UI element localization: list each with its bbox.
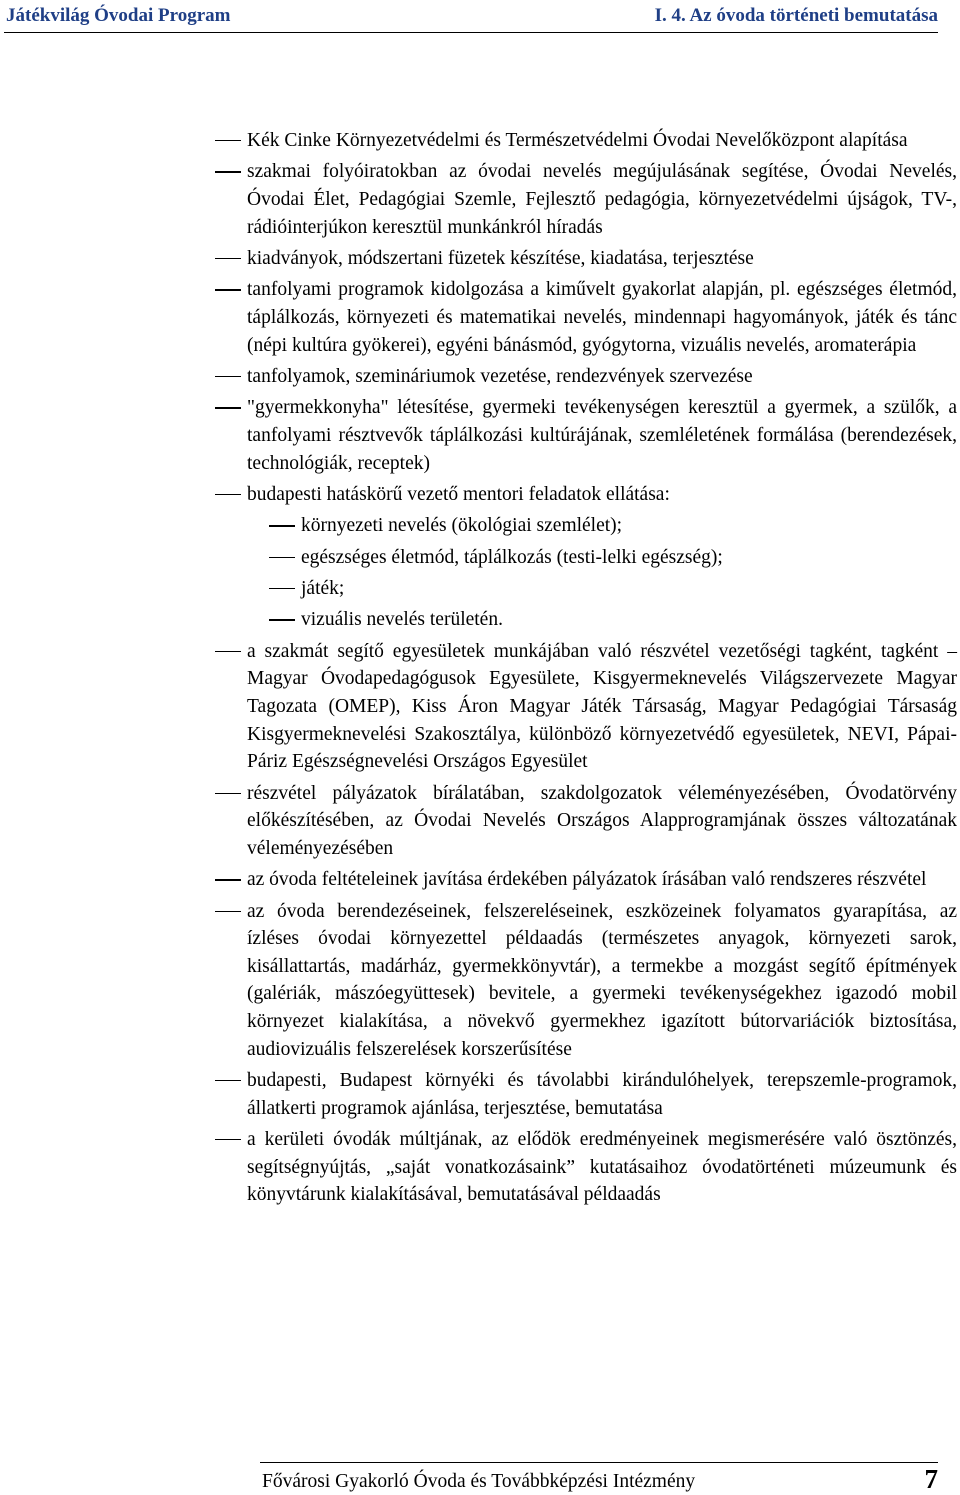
dash-bullet-icon (215, 376, 241, 377)
footer-divider (260, 1462, 938, 1463)
dash-bullet-icon (269, 588, 295, 589)
page-number: 7 (924, 1464, 938, 1494)
sub-list-item: vizuális nevelés területén. (301, 606, 957, 634)
dash-bullet-icon (215, 494, 241, 495)
dash-bullet-icon (215, 793, 241, 794)
dash-bullet-icon (215, 140, 241, 141)
dash-bullet-icon (215, 171, 241, 172)
header-chapter-title: I. 4. Az óvoda történeti bemutatása (654, 5, 938, 26)
list-item: a szakmát segítő egyesületek munkájában való részvétel vezetőségi tagként, tagként – Magyar Óvodapedagógusok Egyesülete, Kisgyermeknevelés Világszervezete Magyar Tagozata (OMEP), Kiss Áron Magyar Játék Társaság, Magyar Pedagógiai Társaság Kisgyermeknevelési Szakosztálya, különböző környezetvédő egyesületek, NEVI, Pápai-Páriz Egészségnevelési Országos Egyesület (247, 638, 957, 776)
list-item: az óvoda feltételeinek javítása érdekében pályázatok írásában való rendszeres részvétel (247, 866, 957, 894)
list-item: budapesti hatáskörű vezető mentori feladatok ellátása: (247, 481, 957, 509)
dash-bullet-icon (215, 879, 241, 880)
list-item: részvétel pályázatok bírálatában, szakdolgozatok véleményezésében, Óvodatörvény előkészítésében, az Óvodai Nevelés Országos Alapprogramjának összes változatának véleményezésében (247, 780, 957, 863)
dash-bullet-icon (215, 258, 241, 259)
dash-bullet-icon (269, 557, 295, 558)
sub-list-item: egészséges életmód, táplálkozás (testi-lelki egészség); (301, 544, 957, 572)
sub-list-item: környezeti nevelés (ökológiai szemlélet); (301, 512, 957, 540)
page-footer (0, 1462, 960, 1494)
list-item: az óvoda berendezéseinek, felszereléseinek, eszközeinek folyamatos gyarapítása, az ízléses óvodai környezettel példaadás (természetes anyagok, környezeti sarok, kisállattartás, madárház, gyermekkönyvtár), a termekbe a mozgást segítő építmények (galériák, mászóegyüttesek) bevitele, a gyermeki tevékenységekhez igazodó mobil környezet kialakítása, a növekvő gyermekhez igazított bútorvariációk biztosítása, audiovizuális felszerelések korszerűsítése (247, 898, 957, 1064)
dash-bullet-icon (215, 289, 241, 290)
dash-bullet-icon (269, 619, 295, 620)
list-item: tanfolyamok, szemináriumok vezetése, rendezvények szervezése (247, 363, 957, 391)
header-program-title: Játékvilág Óvodai Program (6, 5, 231, 26)
dash-bullet-icon (215, 651, 241, 652)
dash-bullet-icon (215, 1080, 241, 1081)
sub-list (301, 512, 957, 634)
dash-bullet-icon (215, 407, 241, 408)
sub-list-item: játék; (301, 575, 957, 603)
list-item: a kerületi óvodák múltjának, az elődök eredményeinek megismerésére való ösztönzés, segítségnyújtás, „saját vonatkozásaink” kutatásaihoz óvodatörténeti múzeumunk és könyvtárunk kialakításával, bemutatásával példaadás (247, 1126, 957, 1209)
dash-bullet-icon (215, 911, 241, 912)
list-item: budapesti, Budapest környéki és távolabbi kirándulóhelyek, terepszemle-programok, állatkerti programok ajánlása, terjesztése, bemutatása (247, 1067, 957, 1122)
footer-institution: Fővárosi Gyakorló Óvoda és Továbbképzési Intézmény (262, 1471, 696, 1492)
list-item: kiadványok, módszertani füzetek készítése, kiadatása, terjesztése (247, 245, 957, 273)
list-item: "gyermekkonyha" létesítése, gyermeki tevékenységen keresztül a gyermek, a szülők, a tanfolyami résztvevők táplálkozási kultúrájának, szemléletének formálása (berendezések, technológiák, receptek) (247, 394, 957, 477)
list-item: szakmai folyóiratokban az óvodai nevelés megújulásának segítése, Óvodai Nevelés, Óvodai Élet, Pedagógiai Szemle, Fejlesztő pedagógia, környezetvédelmi újságok, TV-, rádióinterjúkon keresztül munkánkról híradás (247, 158, 957, 241)
list-item: tanfolyami programok kidolgozása a kiművelt gyakorlat alapján, pl. egészséges életmód, táplálkozás, környezeti és matematikai nevelés, mindennapi hagyományok, játék és tánc (népi kultúra gyökerei), egyéni bánásmód, gyógytorna, vizuális nevelés, aromaterápia (247, 276, 957, 359)
dash-bullet-icon (215, 1139, 241, 1140)
dash-bullet-icon (269, 525, 295, 526)
bullet-list (247, 127, 957, 1213)
page-header (4, 2, 938, 33)
list-item: Kék Cinke Környezetvédelmi és Természetvédelmi Óvodai Nevelőközpont alapítása (247, 127, 957, 155)
